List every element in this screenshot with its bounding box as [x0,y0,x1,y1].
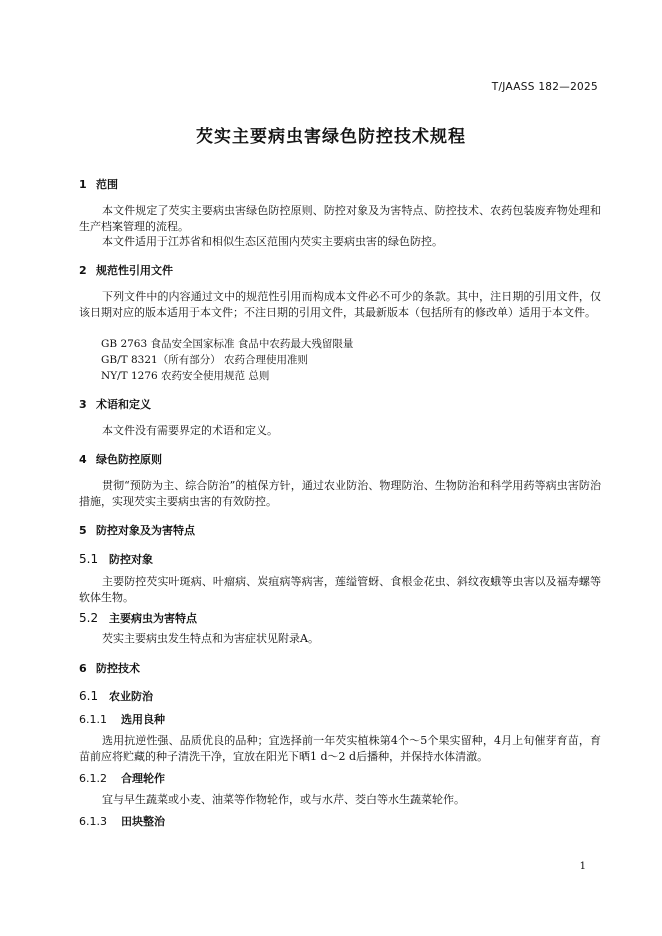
section-1-heading [79,176,118,192]
subsection-title: 合理轮作 [121,772,165,785]
page-number: 1 [579,861,586,872]
section-2-heading [79,262,173,278]
section-title: 绿色防控原则 [96,453,162,466]
section-6-heading [79,660,140,676]
subsection-5-1-heading [79,551,153,567]
subsection-title: 农业防治 [109,690,153,703]
section-number: 4 [79,453,87,466]
subsection-number: 6.1.1 [79,713,107,726]
subsection-title: 主要病虫为害特点 [109,612,197,625]
section-number: 2 [79,264,87,277]
paragraph: 本文件适用于江苏省和相似生态区范围内芡实主要病虫害的绿色防控。 [102,235,443,248]
subsection-number: 5.2 [79,611,99,625]
section-5-heading [79,522,195,538]
section-title: 防控技术 [96,662,140,675]
reference-item: GB/T 8321（所有部分） 农药合理使用准则 [101,354,309,366]
section-number: 6 [79,662,87,675]
paragraph: 贯彻“预防为主、综合防治”的植保方针，通过农业防治、物理防治、生物防治和科学用药等病虫害防治措施，实现芡实主要病虫害的有效防控。 [79,479,601,508]
section-number: 3 [79,398,87,411]
subsection-number: 6.1.2 [79,772,107,785]
reference-item: GB 2763 食品安全国家标准 食品中农药最大残留限量 [101,338,354,350]
paragraph: 选用抗逆性强、品质优良的品种；宜选择前一年芡实植株第4个～5个果实留种，4月上旬催芽育苗，育苗前应将贮藏的种子清洗干净，宜放在阳光下晒1 d～2 d后播种，并保持水体清澈。 [79,734,601,763]
subsection-number: 6.1.3 [79,815,107,828]
paragraph: 芡实主要病虫发生特点和为害症状见附录A。 [102,632,319,645]
subsection-title: 选用良种 [121,713,165,726]
section-number: 1 [79,178,87,191]
section-title: 范围 [96,178,118,191]
paragraph: 主要防控芡实叶斑病、叶瘤病、炭疽病等病害，莲缢管蚜、食根金花虫、斜纹夜蛾等虫害以及福寿螺等软体生物。 [79,575,601,604]
subsection-6-1-3-heading [79,813,165,829]
reference-item: NY/T 1276 农药安全使用规范 总则 [101,370,270,382]
section-title: 防控对象及为害特点 [96,524,195,537]
paragraph: 宜与早生蔬菜或小麦、油菜等作物轮作，或与水芹、茭白等水生蔬菜轮作。 [102,793,465,806]
subsection-title: 防控对象 [109,553,153,566]
paragraph: 本文件规定了芡实主要病虫害绿色防控原则、防控对象及为害特点、防控技术、农药包装废弃物处理和生产档案管理的流程。 [79,204,601,233]
document-title: 芡实主要病虫害绿色防控技术规程 [196,127,466,147]
paragraph: 本文件没有需要界定的术语和定义。 [102,424,278,437]
section-3-heading [79,396,151,412]
subsection-5-2-heading [79,610,197,626]
section-4-heading [79,451,162,467]
paragraph: 下列文件中的内容通过文中的规范性引用而构成本文件必不可少的条款。其中，注日期的引用文件，仅该日期对应的版本适用于本文件；不注日期的引用文件，其最新版本（包括所有的修改单）适用于本文件。 [79,290,601,319]
subsection-6-1-2-heading [79,770,165,786]
subsection-6-1-1-heading [79,711,165,727]
section-title: 术语和定义 [96,398,151,411]
subsection-title: 田块整治 [121,815,165,828]
section-title: 规范性引用文件 [96,264,173,277]
standard-number: T/JAASS 182—2025 [491,81,598,93]
section-number: 5 [79,524,87,537]
subsection-number: 5.1 [79,552,99,566]
subsection-6-1-heading [79,688,153,704]
subsection-number: 6.1 [79,689,99,703]
